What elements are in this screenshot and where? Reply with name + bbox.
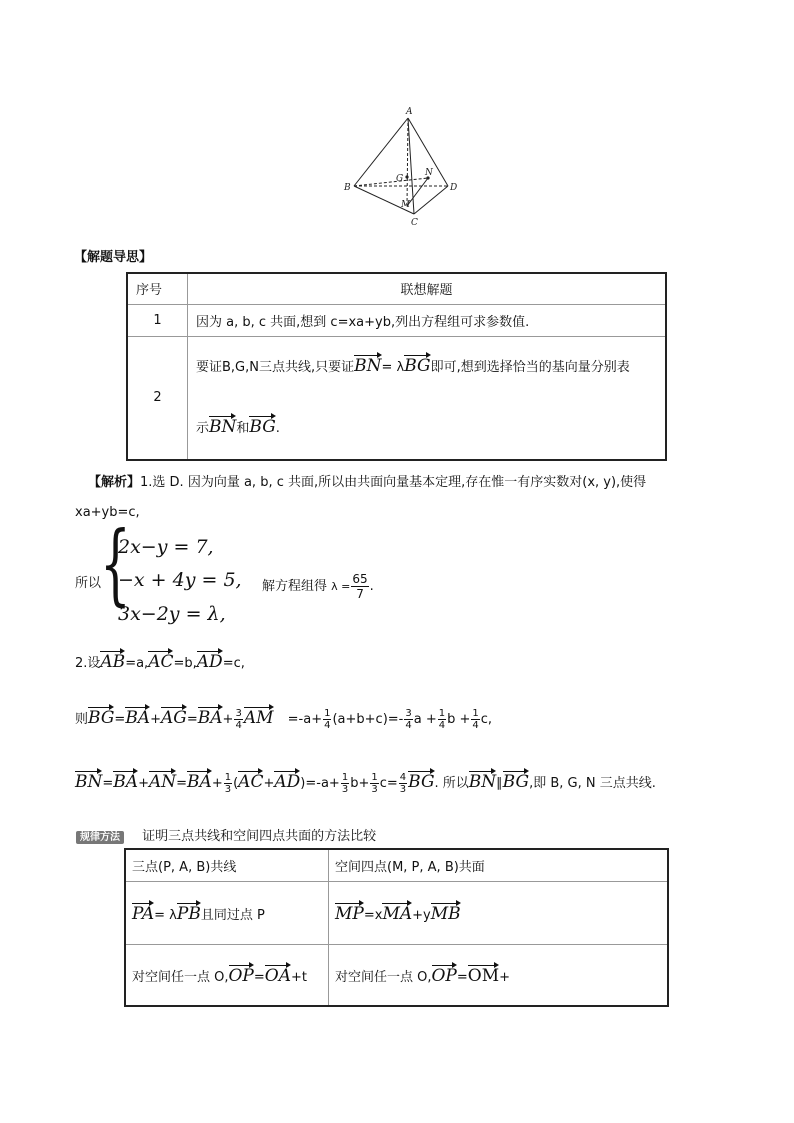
equation-2: −x + 4y = 5, [118, 569, 242, 591]
vertex-label-a: A [406, 107, 413, 117]
table-header-coplanar: 空间四点(M, P, A, B)共面 [329, 849, 669, 881]
analysis-line-1: 【解析】1.选 D. 因为向量 a, b, c 共面,所以由共面向量基本定理,存在惟一有序实数对(x, y),使得 [88, 475, 647, 490]
vertex-label-b: B [344, 183, 351, 193]
section-heading-thinking: 【解题导思】 [74, 250, 153, 265]
part2-bg-expression: 则BG=BA+AG=BA+ $\frac{3}{4}$ AM =-a+ $\frac{1}{4}$ (a+b+c)=- $\frac{3}{4}$ a + $\frac{1}{4}$ b + $\frac{1}{4}$ c, [75, 708, 493, 731]
vertex-label-c: C [411, 218, 418, 228]
equation-1: 2x−y = 7, [118, 536, 214, 558]
table-cell-coplanar: 对空间任一点 O,OP=OM+ [329, 944, 669, 1006]
table-header-collinear: 三点(P, A, B)共线 [125, 849, 329, 881]
point-label-g: G [396, 174, 404, 184]
table-header-no: 序号 [127, 273, 188, 304]
table-cell-collinear: 对空间任一点 O,OP=OA+t [125, 944, 329, 1006]
table-cell-collinear: PA= λPB且同过点 P [125, 881, 329, 944]
method-heading: 规律方法 证明三点共线和空间四点共面的方法比较 [76, 825, 376, 844]
table-cell-no: 1 [127, 304, 188, 336]
analysis-line-2: xa+yb=c, [75, 505, 140, 520]
table-cell-idea: 要证B,G,N三点共线,只要证BN= λBG即可,想到选择恰当的基向量分别表 示BN和BG. [188, 336, 667, 460]
thinking-table [126, 272, 667, 461]
brace: { [100, 512, 131, 615]
table-cell-coplanar: MP=xMA+yMB [329, 881, 669, 944]
part2-bn-expression: BN=BA+AN=BA+ $\frac{1}{3}$ (AC+AD)=-a+ $\frac{1}{3}$ b+ $\frac{1}{3}$ c= $\frac{4}{3}$ BG. 所以BN∥BG,即 B, G, N 三点共线. [75, 772, 656, 795]
equation-3: 3x−2y = λ, [118, 603, 226, 625]
table-cell-no: 2 [127, 336, 188, 460]
tetrahedron-figure [340, 104, 465, 232]
method-tag: 规律方法 [76, 831, 124, 844]
point-label-m: M [401, 200, 411, 210]
vertex-label-d: D [450, 183, 458, 193]
solve-result: 解方程组得 λ = $\frac{65}{7}$ . [262, 572, 374, 601]
table-cell-idea: 因为 a, b, c 共面,想到 c=xa+yb,列出方程组可求参数值. [188, 304, 667, 336]
so-text: 所以 [75, 576, 102, 591]
table-header-idea: 联想解题 [188, 273, 667, 304]
method-table [124, 848, 669, 1007]
point-label-n: N [425, 168, 433, 178]
part2-setup: 2.设AB=a,AC=b,AD=c, [75, 652, 245, 672]
